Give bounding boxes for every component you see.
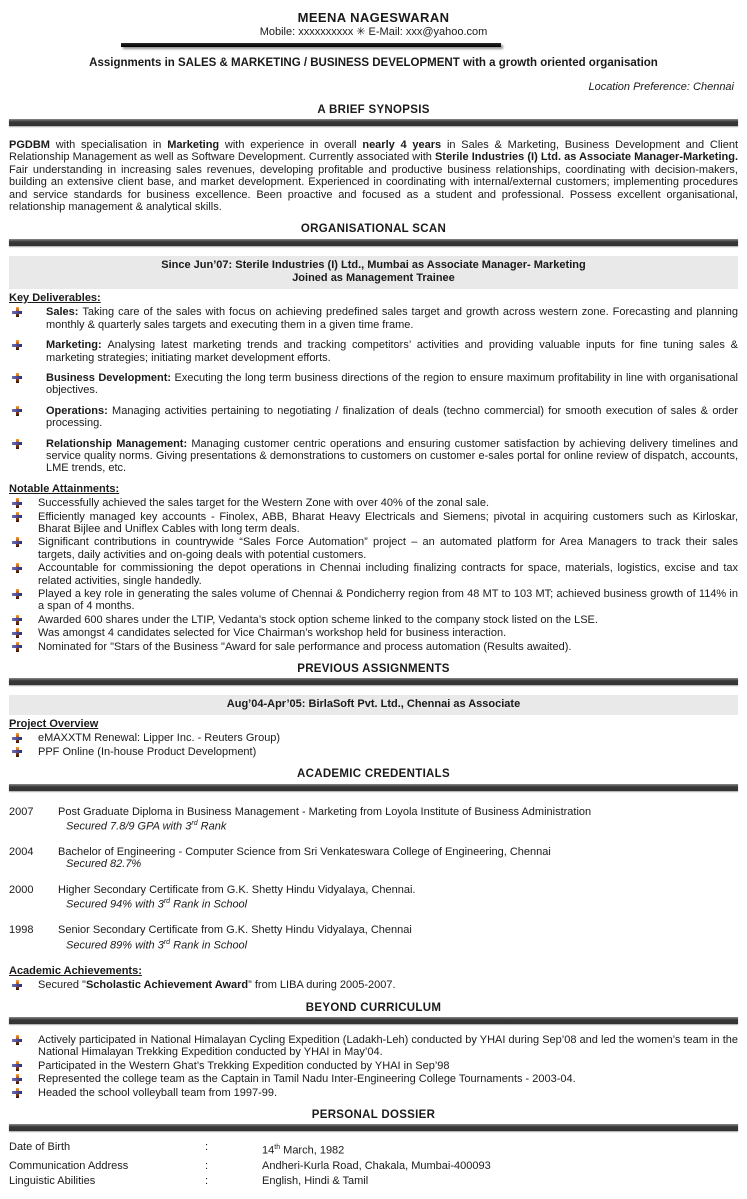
dossier-colon: : bbox=[205, 1160, 209, 1173]
education-entry bbox=[9, 884, 738, 911]
section-heading: A BRIEF SYNOPSIS bbox=[317, 103, 430, 116]
education-degree: Senior Secondary Certificate from G.K. Shetty Hindu Vidyalaya, Chennai bbox=[58, 924, 412, 937]
dossier-row bbox=[9, 1159, 738, 1174]
bullet-text: Actively participated in National Himalayan Cycling Expedition (Ladakh-Leh) conducted by YHAI during Sep’08 and led the women’s team in the National Himalayan Trekking Expedition conducted by YHAI in May’04. bbox=[38, 1034, 738, 1059]
beyond-curriculum-list bbox=[9, 1034, 738, 1099]
list-item bbox=[9, 438, 738, 475]
employer-line: Aug’04-Apr’05: BirlaSoft Pvt. Ltd., Chennai as Associate bbox=[226, 698, 521, 711]
project-list bbox=[9, 732, 738, 758]
section-heading: ORGANISATIONAL SCAN bbox=[300, 223, 447, 236]
cross-bullet-icon bbox=[12, 1035, 22, 1045]
cross-bullet-icon bbox=[12, 589, 22, 599]
employer-line: Since Jun’07: Sterile Industries (I) Ltd., Mumbai as Associate Manager- Marketing bbox=[161, 258, 586, 271]
dossier-label: Linguistic Abilities bbox=[9, 1175, 96, 1188]
cross-bullet-icon bbox=[12, 747, 22, 757]
education-list bbox=[9, 806, 738, 952]
dossier-colon: : bbox=[205, 1175, 209, 1188]
bullet-text: Secured "Scholastic Achievement Award” from LIBA during 2005-2007. bbox=[38, 979, 396, 992]
list-item bbox=[9, 511, 738, 536]
section-divider-bar bbox=[9, 119, 738, 126]
section-divider-bar bbox=[9, 784, 738, 791]
location-preference: Location Preference: Chennai bbox=[588, 81, 734, 94]
education-score: Secured 89% with 3rd Rank in School bbox=[66, 938, 248, 952]
list-item bbox=[9, 614, 738, 626]
cross-bullet-icon bbox=[12, 439, 22, 449]
section-academic-credentials bbox=[9, 768, 738, 991]
cross-bullet-icon bbox=[12, 1074, 22, 1084]
list-item bbox=[9, 1060, 738, 1072]
bullet-text: Represented the college team as the Captain in Tamil Nadu Inter-Engineering College Tournaments - 2003-04. bbox=[38, 1073, 576, 1086]
cross-bullet-icon bbox=[12, 1061, 22, 1071]
headline: Assignments in SALES & MARKETING / BUSINESS DEVELOPMENT with a growth oriented organisation bbox=[89, 56, 658, 69]
section-personal-dossier bbox=[9, 1109, 738, 1189]
dossier-colon: : bbox=[205, 1141, 209, 1154]
dossier-label: Communication Address bbox=[9, 1160, 129, 1173]
bullet-text: Awarded 600 shares under the LTIP, Vedanta’s stock option scheme linked to the company stock listed on the LSE. bbox=[38, 613, 598, 626]
previous-employer-box bbox=[9, 695, 738, 715]
bullet-text: Participated in the Western Ghat’s Trekking Expedition conducted by YHAI in Sep’98 bbox=[38, 1059, 450, 1072]
section-beyond-curriculum bbox=[9, 1002, 738, 1099]
list-item bbox=[9, 979, 738, 991]
education-degree: Bachelor of Engineering - Computer Science from Sri Venkateswara College of Engineering, Chennai bbox=[58, 846, 551, 859]
cross-bullet-icon bbox=[12, 1088, 22, 1098]
header bbox=[9, 12, 738, 94]
key-deliverables-heading: Key Deliverables: bbox=[9, 291, 101, 304]
list-item bbox=[9, 588, 738, 613]
bullet-text: PPF Online (In-house Product Development) bbox=[38, 745, 257, 758]
education-year: 2004 bbox=[9, 846, 34, 859]
bullet-text: Significant contributions in countrywide “Sales Force Automation” project – an automated platform for Area Managers to track their sales targets, daily activities and on-going deals with potential customers. bbox=[38, 536, 738, 561]
dossier-value: 14th March, 1982 bbox=[262, 1144, 345, 1158]
section-heading: BEYOND CURRICULUM bbox=[305, 1001, 442, 1014]
section-heading: PERSONAL DOSSIER bbox=[311, 1109, 436, 1122]
section-organisational-scan bbox=[9, 223, 738, 653]
section-divider-bar bbox=[9, 678, 738, 685]
list-item bbox=[9, 732, 738, 744]
section-divider-bar bbox=[9, 1017, 738, 1024]
contact-line: Mobile: xxxxxxxxxx ✳ E-Mail: xxx@yahoo.com bbox=[259, 26, 488, 39]
education-entry bbox=[9, 846, 738, 871]
notable-attainments-heading: Notable Attainments: bbox=[9, 482, 120, 495]
key-deliverables-list bbox=[9, 306, 738, 474]
list-item bbox=[9, 641, 738, 653]
list-item bbox=[9, 1073, 738, 1085]
notable-attainments-list bbox=[9, 497, 738, 653]
dossier-row bbox=[9, 1140, 738, 1159]
bullet-text: Business Development: Executing the long term business directions of the region to ensure maximum profitability in line with organisational objectives. bbox=[46, 371, 738, 397]
list-item bbox=[9, 746, 738, 758]
cross-bullet-icon bbox=[12, 615, 22, 625]
education-score: Secured 94% with 3rd Rank in School bbox=[66, 898, 248, 911]
cross-bullet-icon bbox=[12, 512, 22, 522]
cross-bullet-icon bbox=[12, 628, 22, 638]
section-previous-assignments bbox=[9, 663, 738, 758]
synopsis-paragraph: PGDBM with specialisation in Marketing with experience in overall nearly 4 years in Sales & Marketing, Business Development and Client Relationship Management as well as Software Development. Currently associated with Sterile Industries (I) Ltd. as Associate Manager-Marketing. Fair understanding in increasing sales revenues, developing profitable and productive business relationships, coordinating with decision-makers, building an extensive client base, and market development. Experienced in coordinating with internal/external customers; implementing procedures and service standards for business excellence. Been proactive and focused as a student and professional. Possess excellent organisational, relationship management & analytical skills. bbox=[9, 139, 739, 214]
header-divider-bar bbox=[121, 43, 501, 47]
cross-bullet-icon bbox=[12, 733, 22, 743]
section-brief-synopsis bbox=[9, 104, 738, 214]
education-score: Secured 82.7% bbox=[66, 858, 142, 871]
candidate-name: MEENA NAGESWARAN bbox=[297, 10, 450, 25]
bullet-text: Played a key role in generating the sales volume of Chennai & Pondicherry region from 48 MT to 103 MT; achieved business growth of 114% in a span of 4 months. bbox=[38, 588, 738, 613]
bullet-text: Successfully achieved the sales target for the Western Zone with over 40% of the zonal sale. bbox=[38, 497, 490, 510]
cross-bullet-icon bbox=[12, 537, 22, 547]
section-heading: PREVIOUS ASSIGNMENTS bbox=[297, 663, 450, 676]
list-item bbox=[9, 497, 738, 509]
dossier-label: Date of Birth bbox=[9, 1141, 71, 1154]
list-item bbox=[9, 372, 738, 397]
cross-bullet-icon bbox=[12, 498, 22, 508]
education-year: 1998 bbox=[9, 924, 34, 937]
education-degree: Higher Secondary Certificate from G.K. Shetty Hindu Vidyalaya, Chennai. bbox=[58, 883, 416, 896]
education-entry bbox=[9, 806, 738, 833]
education-degree: Post Graduate Diploma in Business Management - Marketing from Loyola Institute of Business Administration bbox=[58, 805, 592, 818]
list-item bbox=[9, 627, 738, 639]
cross-bullet-icon bbox=[12, 642, 22, 652]
cross-bullet-icon bbox=[12, 307, 22, 317]
list-item bbox=[9, 1087, 738, 1099]
bullet-text: Was amongst 4 candidates selected for Vice Chairman’s workshop held for business interaction. bbox=[38, 627, 507, 640]
list-item bbox=[9, 1034, 738, 1059]
bullet-text: Marketing: Analysing latest marketing trends and tracking competitors’ activities and providing valuable inputs for fine tuning sales & marketing strategies; initiating market development efforts. bbox=[46, 339, 738, 364]
education-score: Secured 7.8/9 GPA with 3rd Rank bbox=[66, 819, 227, 833]
dossier-value: English, Hindi & Tamil bbox=[262, 1175, 369, 1188]
dossier-row bbox=[9, 1174, 738, 1189]
current-employer-box bbox=[9, 256, 738, 289]
education-year: 2000 bbox=[9, 883, 34, 896]
cross-bullet-icon bbox=[12, 980, 22, 990]
bullet-text: Nominated for "Stars of the Business "Award for sale performance and process automation (Results awaited). bbox=[38, 640, 572, 653]
employer-subline: Joined as Management Trainee bbox=[292, 272, 455, 285]
list-item bbox=[9, 306, 738, 331]
bullet-text: Headed the school volleyball team from 1997-99. bbox=[38, 1086, 278, 1099]
list-item bbox=[9, 405, 738, 430]
list-item bbox=[9, 562, 738, 587]
cross-bullet-icon bbox=[12, 373, 22, 383]
dossier-table bbox=[9, 1140, 738, 1189]
academic-achievements-heading: Academic Achievements: bbox=[9, 964, 142, 977]
bullet-text: Sales: Taking care of the sales with focus on achieving predefined sales target and growth across western zone. Forecasting and planning monthly & quarterly sales targets and executing them in a given time frame. bbox=[46, 306, 738, 331]
bullet-text: Efficiently managed key accounts - Finolex, ABB, Bharat Heavy Electricals and Siemens; pivotal in acquiring customers such as Kirloskar, Bharat Bijlee and Uniflex Cables with long term deals. bbox=[38, 510, 738, 535]
project-overview-heading: Project Overview bbox=[9, 717, 99, 730]
bullet-text: Operations: Managing activities pertaining to negotiating / finalization of deals (techno commercial) for smooth execution of sales & order processing. bbox=[46, 404, 738, 430]
education-entry bbox=[9, 924, 738, 951]
education-year: 2007 bbox=[9, 805, 34, 818]
academic-achievements-list bbox=[9, 979, 738, 991]
cross-bullet-icon bbox=[12, 340, 22, 350]
section-divider-bar bbox=[9, 239, 738, 246]
dossier-value: Andheri-Kurla Road, Chakala, Mumbai-400093 bbox=[262, 1160, 491, 1173]
list-item bbox=[9, 536, 738, 561]
section-divider-bar bbox=[9, 1124, 738, 1131]
bullet-text: Accountable for commissioning the depot operations in Chennai including finalizing contracts for space, materials, logistics, excise and tax related activities, single handedly. bbox=[38, 562, 738, 587]
cross-bullet-icon bbox=[12, 406, 22, 416]
bullet-text: eMAXXTM Renewal: Lipper Inc. - Reuters Group) bbox=[38, 732, 281, 745]
list-item bbox=[9, 339, 738, 364]
section-heading: ACADEMIC CREDENTIALS bbox=[297, 768, 450, 781]
bullet-text: Relationship Management: Managing customer centric operations and ensuring customer satisfaction by achieving delivery timelines and service quality norms. Giving presentations & demonstrations to customers on customer e-sales portal for online review of dispatch, accounts, LME trends, etc. bbox=[46, 437, 738, 475]
cross-bullet-icon bbox=[12, 563, 22, 573]
